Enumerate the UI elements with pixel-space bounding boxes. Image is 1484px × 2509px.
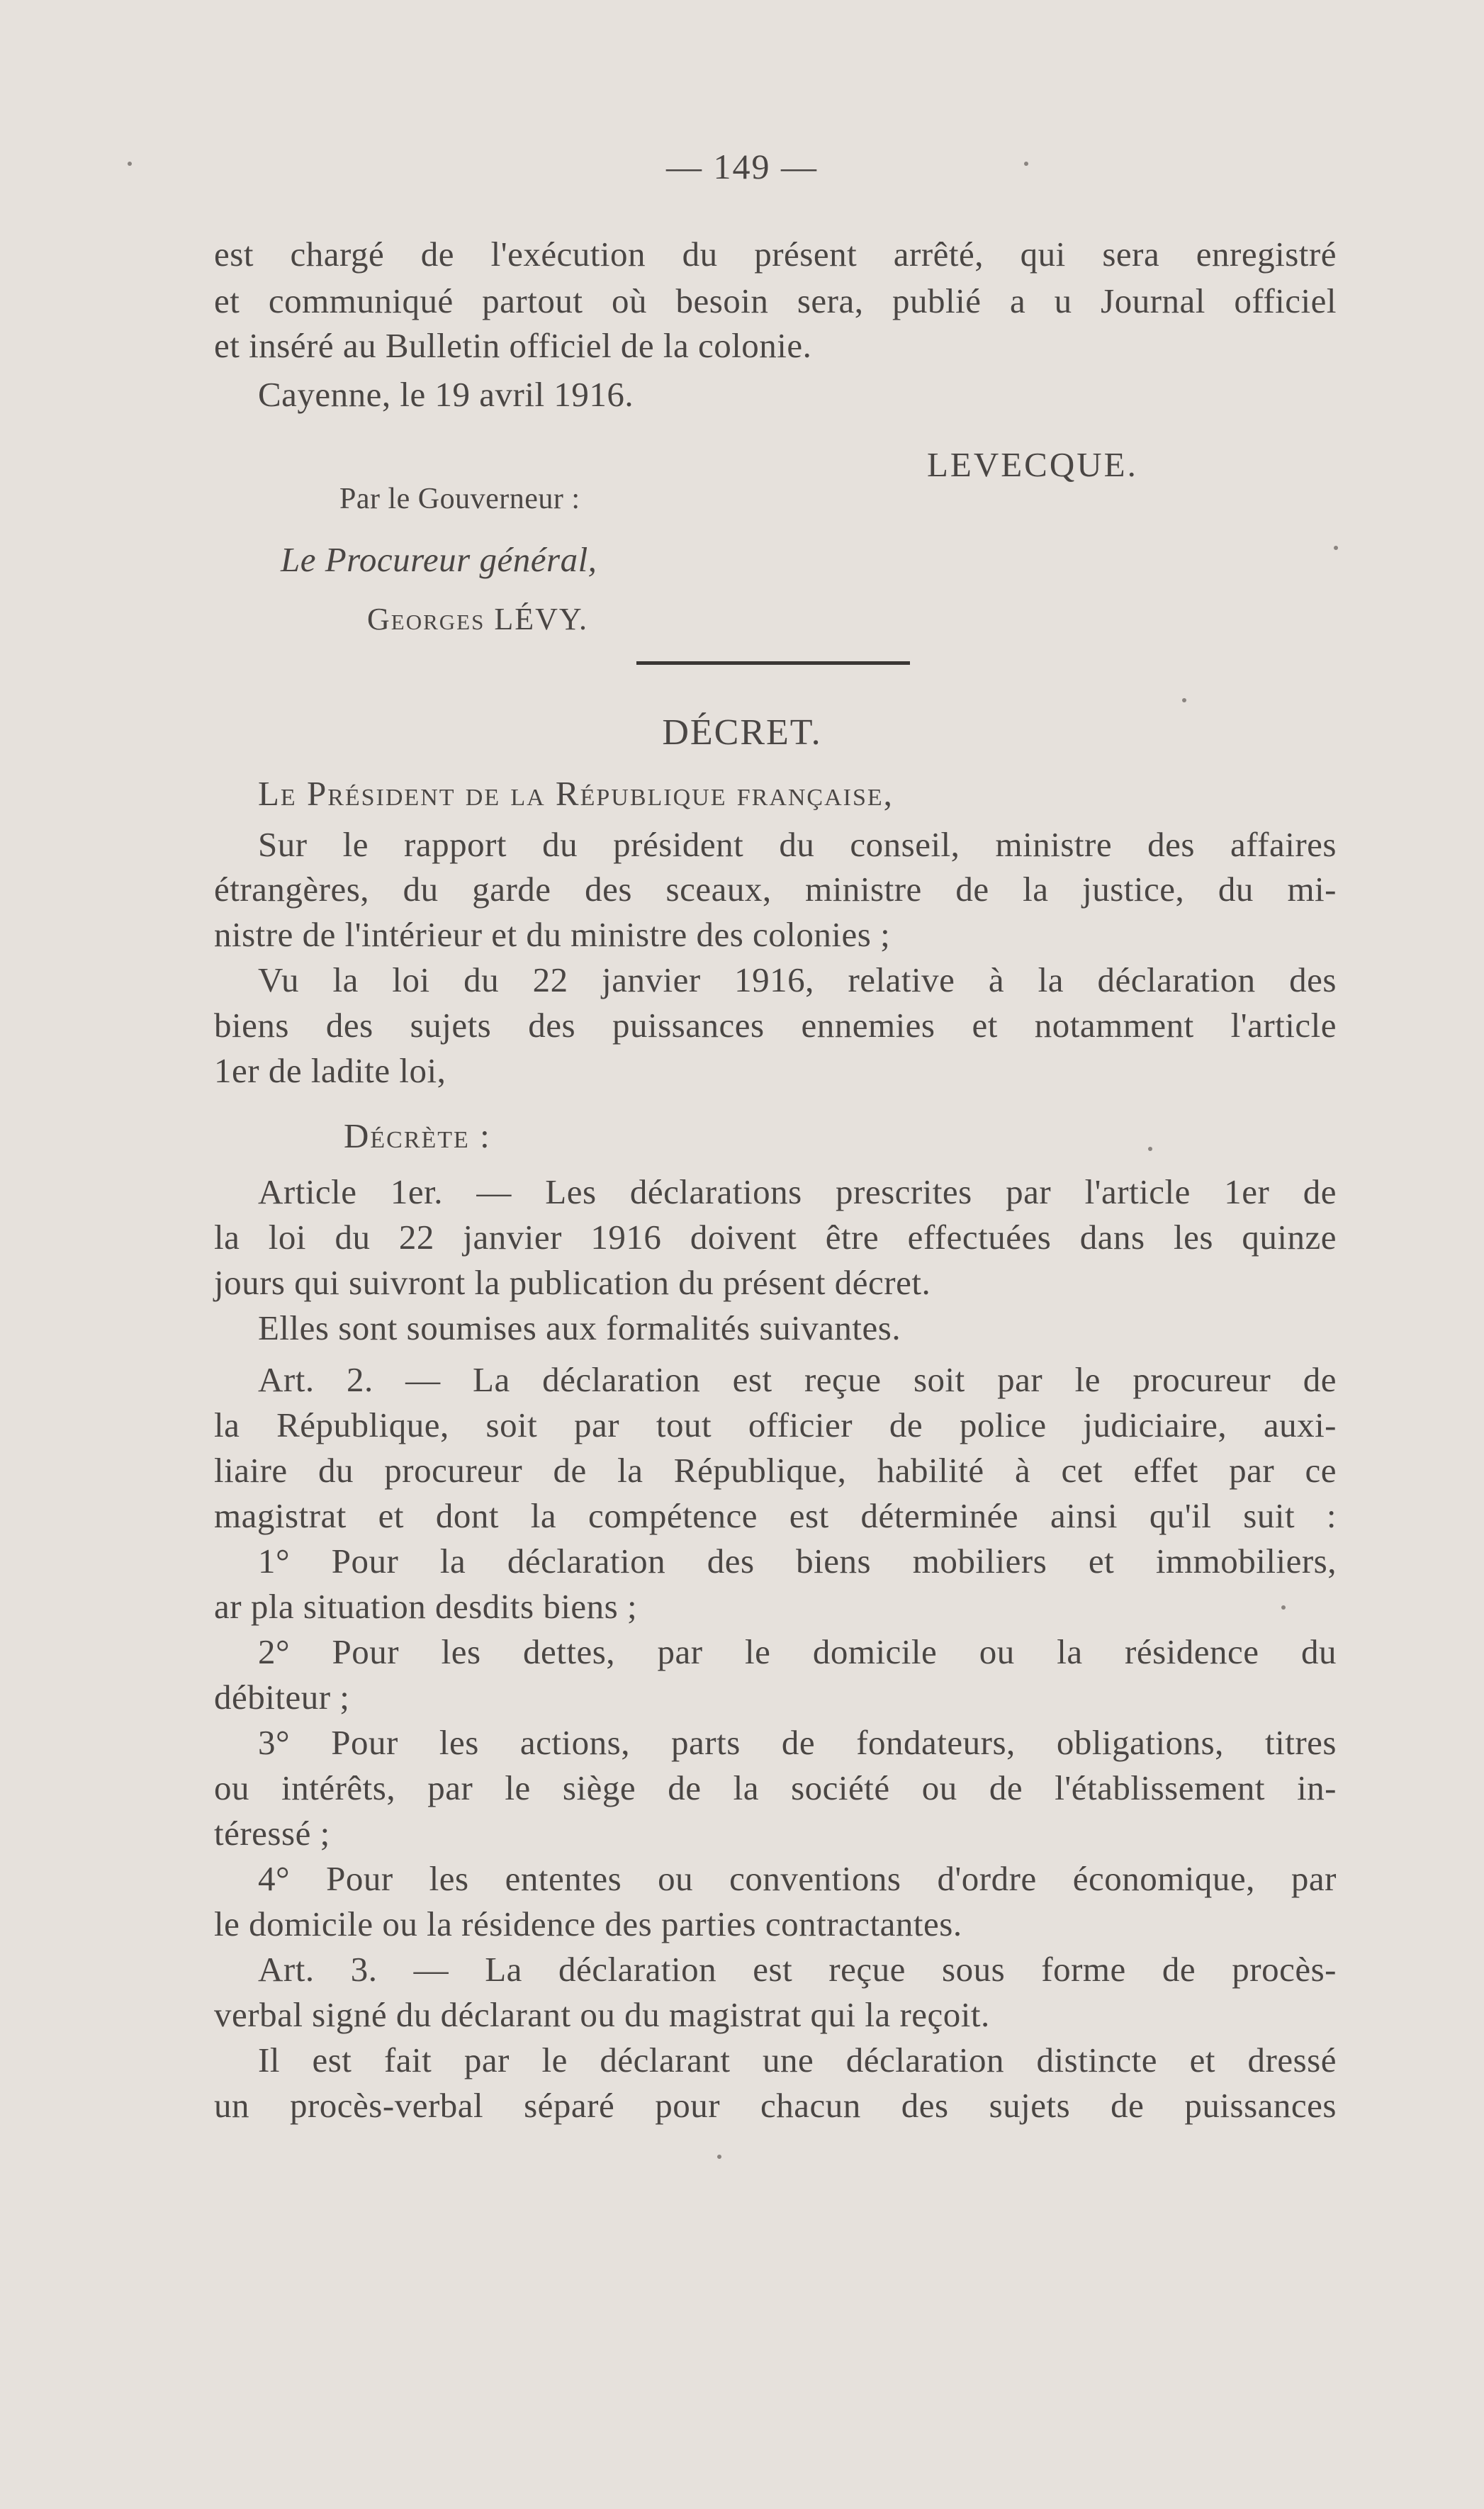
text-line: Art. 2. — La déclaration est reçue soit par le procureur de <box>258 1360 1337 1399</box>
paper-speck <box>1182 698 1186 702</box>
decree-decides: Décrète : <box>344 1116 491 1155</box>
paper-speck <box>717 2155 721 2159</box>
text-line: Il est fait par le déclarant une déclaration distincte et dressé <box>258 2041 1337 2079</box>
text-line: verbal signé du déclarant ou du magistrat qui la reçoit. <box>214 1995 990 2034</box>
paper-speck <box>1024 162 1028 166</box>
paper-speck <box>1334 546 1338 550</box>
countersign-name: Georges LÉVY. <box>367 602 588 636</box>
text-line: 1er de ladite loi, <box>214 1051 446 1090</box>
text-line: Sur le rapport du président du conseil, ministre des affaires <box>258 825 1337 864</box>
date-line: Cayenne, le 19 avril 1916. <box>258 375 634 414</box>
text-line: ou intérêts, par le siège de la société ou de l'établissement in- <box>214 1768 1337 1807</box>
text-line: débiteur ; <box>214 1678 350 1717</box>
text-line: étrangères, du garde des sceaux, ministre de la justice, du mi- <box>214 870 1337 909</box>
text-line: Elles sont soumises aux formalités suivantes. <box>258 1308 901 1347</box>
text-line: et communiqué partout où besoin sera, publié a u Journal officiel <box>214 281 1337 320</box>
paper-speck <box>1148 1147 1152 1151</box>
text-line: le domicile ou la résidence des parties contractantes. <box>214 1904 962 1943</box>
text-line: téressé ; <box>214 1814 330 1853</box>
text-line: biens des sujets des puissances ennemies et notamment l'article <box>214 1006 1337 1045</box>
text-line: 3° Pour les actions, parts de fondateurs, obligations, titres <box>258 1723 1337 1762</box>
text-line: ar pla situation desdits biens ; <box>214 1587 638 1626</box>
text-line: magistrat et dont la compétence est déterminée ainsi qu'il suit : <box>214 1496 1337 1535</box>
text-line: 4° Pour les ententes ou conventions d'ordre économique, par <box>258 1859 1337 1898</box>
text-line: 1° Pour la déclaration des biens mobiliers et immobiliers, <box>258 1542 1337 1581</box>
paper-speck <box>128 162 132 166</box>
text-line: un procès-verbal séparé pour chacun des sujets de puissances <box>214 2086 1337 2125</box>
text-line: et inséré au Bulletin officiel de la colonie. <box>214 326 812 365</box>
text-line: la République, soit par tout officier de police judiciaire, auxi- <box>214 1405 1337 1444</box>
decree-preamble: Le Président de la République française, <box>258 774 894 813</box>
decree-title: DÉCRET. <box>662 712 822 753</box>
signature-name: LEVECQUE. <box>927 445 1138 484</box>
text-line: Article 1er. — Les déclarations prescrites par l'article 1er de <box>258 1172 1337 1211</box>
text-line: est chargé de l'exécution du présent arrêté, qui sera enregistré <box>214 235 1337 274</box>
countersign-label: Par le Gouverneur : <box>339 483 580 515</box>
text-line: Vu la loi du 22 janvier 1916, relative à la déclaration des <box>258 960 1337 999</box>
text-line: la loi du 22 janvier 1916 doivent être effectuées dans les quinze <box>214 1218 1337 1257</box>
paper-speck <box>1281 1605 1286 1610</box>
text-line: nistre de l'intérieur et du ministre des colonies ; <box>214 915 891 954</box>
countersign-title: Le Procureur général, <box>281 540 597 579</box>
text-line: jours qui suivront la publication du présent décret. <box>214 1263 931 1302</box>
text-line: 2° Pour les dettes, par le domicile ou la résidence du <box>258 1632 1337 1671</box>
text-line: liaire du procureur de la République, habilité à cet effet par ce <box>214 1451 1337 1490</box>
text-line: Art. 3. — La déclaration est reçue sous forme de procès- <box>258 1950 1337 1989</box>
page-number: — 149 — <box>666 147 818 186</box>
section-divider <box>636 661 910 665</box>
